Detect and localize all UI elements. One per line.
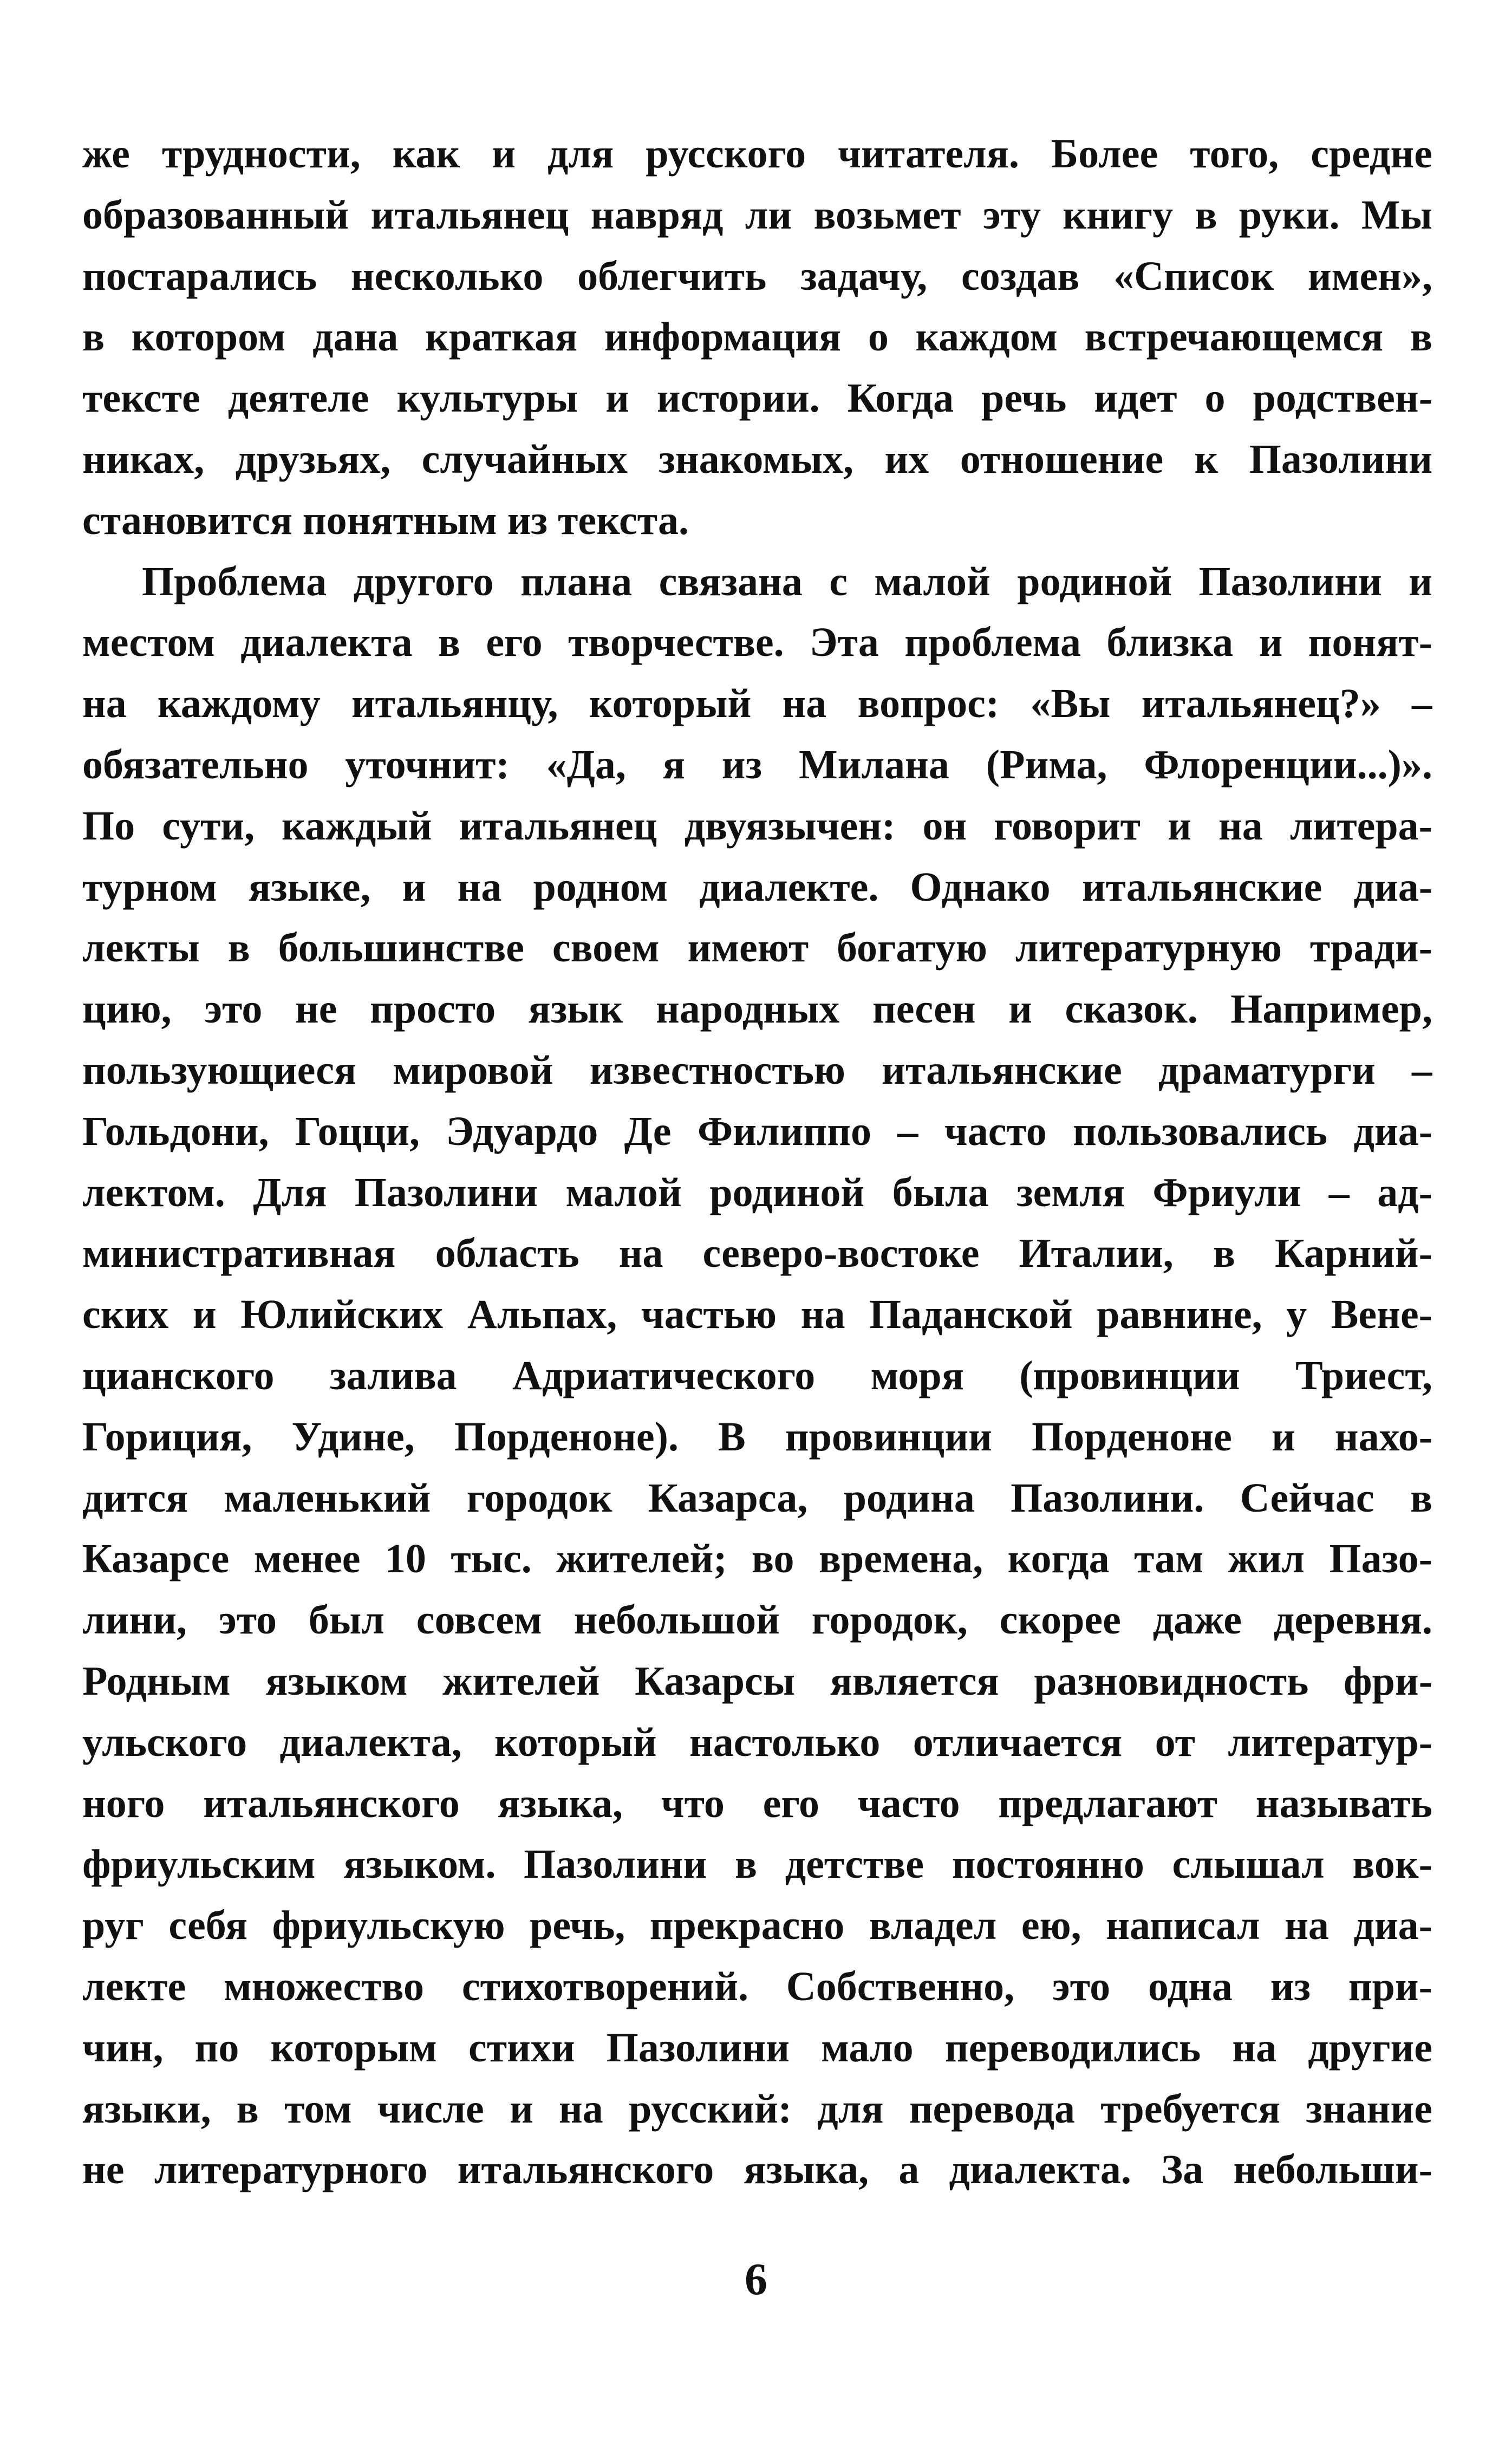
text-line: образованный итальянец навряд ли возьмет эту книгу в руки. Мы (82, 192, 1432, 238)
text-line: ного итальянского языка, что его часто предлагают называть (82, 1780, 1432, 1826)
text-line: Проблема другого плана связана с малой родиной Пазолини и (142, 558, 1432, 604)
text-line: руг себя фриульскую речь, прекрасно владел ею, написал на диа- (82, 1903, 1432, 1949)
text-line: Гориция, Удине, Порденоне). В провинции Порденоне и нахо- (82, 1414, 1432, 1460)
text-line: местом диалекта в его творчестве. Эта проблема близка и понят- (82, 620, 1432, 666)
text-line: ских и Юлийских Альпах, частью на Паданской равнине, у Вене- (82, 1292, 1432, 1338)
paragraph (82, 123, 1432, 551)
text-line: же трудности, как и для русского читателя. Более того, средне (82, 131, 1432, 177)
text-line: ульского диалекта, который настолько отличается от литератур- (82, 1719, 1432, 1765)
text-line: лекте множество стихотворений. Собственно, это одна из при- (82, 1963, 1432, 2009)
text-line: обязательно уточнит: «Да, я из Милана (Рима, Флоренции...)». (82, 741, 1432, 787)
text-line: тексте деятеле культуры и истории. Когда речь идет о родствен- (82, 375, 1432, 421)
text-line: на каждому итальянцу, который на вопрос: «Вы итальянец?» – (82, 681, 1432, 727)
text-line: никах, друзьях, случайных знакомых, их отношение к Пазолини (82, 436, 1432, 482)
text-line: цию, это не просто язык народных песен и сказок. Например, (82, 986, 1432, 1032)
text-line: лектом. Для Пазолини малой родиной была земля Фриули – ад- (82, 1169, 1432, 1215)
text-line: цианского залива Адриатического моря (провинции Триест, (82, 1352, 1432, 1398)
text-line: лекты в большинстве своем имеют богатую литературную тради- (82, 925, 1432, 971)
text-line: в котором дана краткая информация о каждом встречающемся в (82, 314, 1432, 360)
text-line: По сути, каждый итальянец двуязычен: он говорит и на литера- (82, 803, 1432, 849)
text-line: министративная область на северо-востоке Италии, в Карний- (82, 1231, 1432, 1277)
text-line: Казарсе менее 10 тыс. жителей; во времена, когда там жил Пазо- (82, 1536, 1432, 1582)
text-line: турном языке, и на родном диалекте. Однако итальянские диа- (82, 864, 1432, 910)
text-line: языки, в том числе и на русский: для перевода требуется знание (82, 2086, 1432, 2132)
text-line: пользующиеся мировой известностью итальянские драматурги – (82, 1047, 1432, 1093)
body-text (82, 123, 1432, 2201)
text-line: постарались несколько облегчить задачу, создав «Список имен», (82, 253, 1432, 299)
text-line: лини, это был совсем небольшой городок, скорее даже деревня. (82, 1597, 1432, 1643)
text-line: Гольдони, Гоцци, Эдуардо Де Филиппо – часто пользовались диа- (82, 1108, 1432, 1154)
text-line: Родным языком жителей Казарсы является разновидность фри- (82, 1658, 1432, 1704)
text-line: чин, по которым стихи Пазолини мало переводились на другие (82, 2025, 1432, 2071)
text-line: дится маленький городок Казарса, родина Пазолини. Сейчас в (82, 1475, 1432, 1521)
text-line: фриульским языком. Пазолини в детстве постоянно слышал вок- (82, 1841, 1432, 1887)
text-line: становится понятным из текста. (82, 497, 689, 543)
paragraph (82, 551, 1432, 2201)
page-number: 6 (745, 2254, 767, 2305)
text-line: не литературного итальянского языка, а диалекта. За небольши- (82, 2147, 1432, 2193)
